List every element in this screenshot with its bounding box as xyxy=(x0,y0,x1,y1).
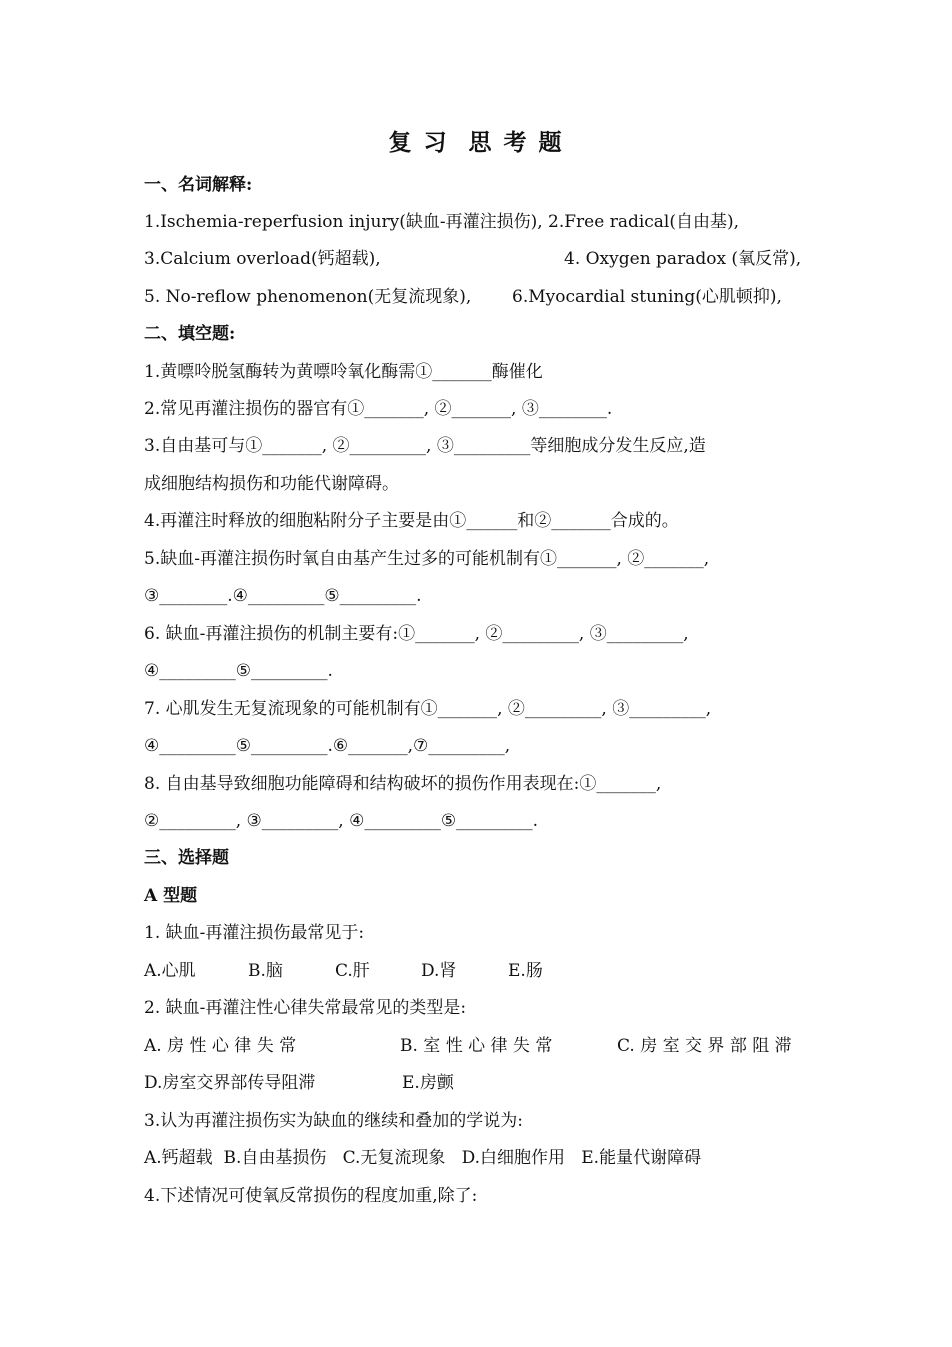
choice-question-2: 2. 缺血-再灌注性心律失常最常见的类型是: xyxy=(144,998,467,1018)
fill-question-7: 7. 心肌发生无复流现象的可能机制有①_______, ②_________, ③_________, xyxy=(144,699,712,719)
fill-question-7-cont: ④_________⑤_________.⑥_______,⑦_________, xyxy=(144,736,511,756)
fill-question-8: 8. 自由基导致细胞功能障碍和结构破坏的损伤作用表现在:①_______, xyxy=(144,774,662,794)
page-title: 复 习 思 考 题 xyxy=(388,129,564,156)
subheading-type-a: A 型题 xyxy=(144,886,198,906)
section-heading-fill-blank: 二、填空题: xyxy=(144,324,236,344)
option-e: E.肠 xyxy=(508,961,543,981)
option-c: C.肝 xyxy=(335,961,370,981)
choice-question-4: 4.下述情况可使氧反常损伤的程度加重,除了: xyxy=(144,1186,478,1206)
fill-question-5-cont: ③________.④_________⑤_________. xyxy=(144,586,422,606)
fill-question-8-cont: ②_________, ③_________, ④_________⑤_________. xyxy=(144,811,538,831)
term-6: 6.Myocardial stuning(心肌顿抑), xyxy=(512,287,782,307)
fill-question-3: 3.自由基可与①_______, ②_________, ③_________等细胞成分发生反应,造 xyxy=(144,436,706,456)
choice-question-3: 3.认为再灌注损伤实为缺血的继续和叠加的学说为: xyxy=(144,1111,523,1131)
choice-question-1: 1. 缺血-再灌注损伤最常见于: xyxy=(144,923,365,943)
fill-question-2: 2.常见再灌注损伤的器官有①_______, ②_______, ③________. xyxy=(144,399,613,419)
definition-line-1: 1.Ischemia-reperfusion injury(缺血-再灌注损伤), 2.Free radical(自由基), xyxy=(144,212,740,232)
option-b: B.脑 xyxy=(248,961,283,981)
option-a: A. 房 性 心 律 失 常 xyxy=(144,1036,297,1056)
fill-question-4: 4.再灌注时释放的细胞粘附分子主要是由①______和②_______合成的。 xyxy=(144,511,679,531)
option-d: D.肾 xyxy=(421,961,457,981)
fill-question-5: 5.缺血-再灌注损伤时氧自由基产生过多的可能机制有①_______, ②_______, xyxy=(144,549,710,569)
option-d: D.房室交界部传导阻滞 xyxy=(144,1073,316,1093)
term-4: 4. Oxygen paradox (氧反常), xyxy=(564,249,802,269)
definition-line-2 xyxy=(144,247,824,271)
option-b: B. 室 性 心 律 失 常 xyxy=(400,1036,553,1056)
definition-line-3 xyxy=(144,285,824,309)
section-heading-choice: 三、选择题 xyxy=(144,848,229,868)
option-a: A.心肌 xyxy=(144,961,196,981)
section-heading-definitions: 一、名词解释: xyxy=(144,175,253,195)
option-e: E.房颤 xyxy=(402,1073,454,1093)
fill-question-3-cont: 成细胞结构损伤和功能代谢障碍。 xyxy=(144,474,399,494)
fill-question-6-cont: ④_________⑤_________. xyxy=(144,661,333,681)
option-c: C. 房 室 交 界 部 阻 滞 xyxy=(617,1036,792,1056)
term-5: 5. No-reflow phenomenon(无复流现象), xyxy=(144,287,472,307)
term-3: 3.Calcium overload(钙超载), xyxy=(144,249,381,269)
fill-question-6: 6. 缺血-再灌注损伤的机制主要有:①_______, ②_________, ③_________, xyxy=(144,624,689,644)
choice-question-3-options: A.钙超载 B.自由基损伤 C.无复流现象 D.白细胞作用 E.能量代谢障碍 xyxy=(144,1148,702,1168)
fill-question-1: 1.黄嘌呤脱氢酶转为黄嘌呤氧化酶需①_______酶催化 xyxy=(144,362,543,382)
